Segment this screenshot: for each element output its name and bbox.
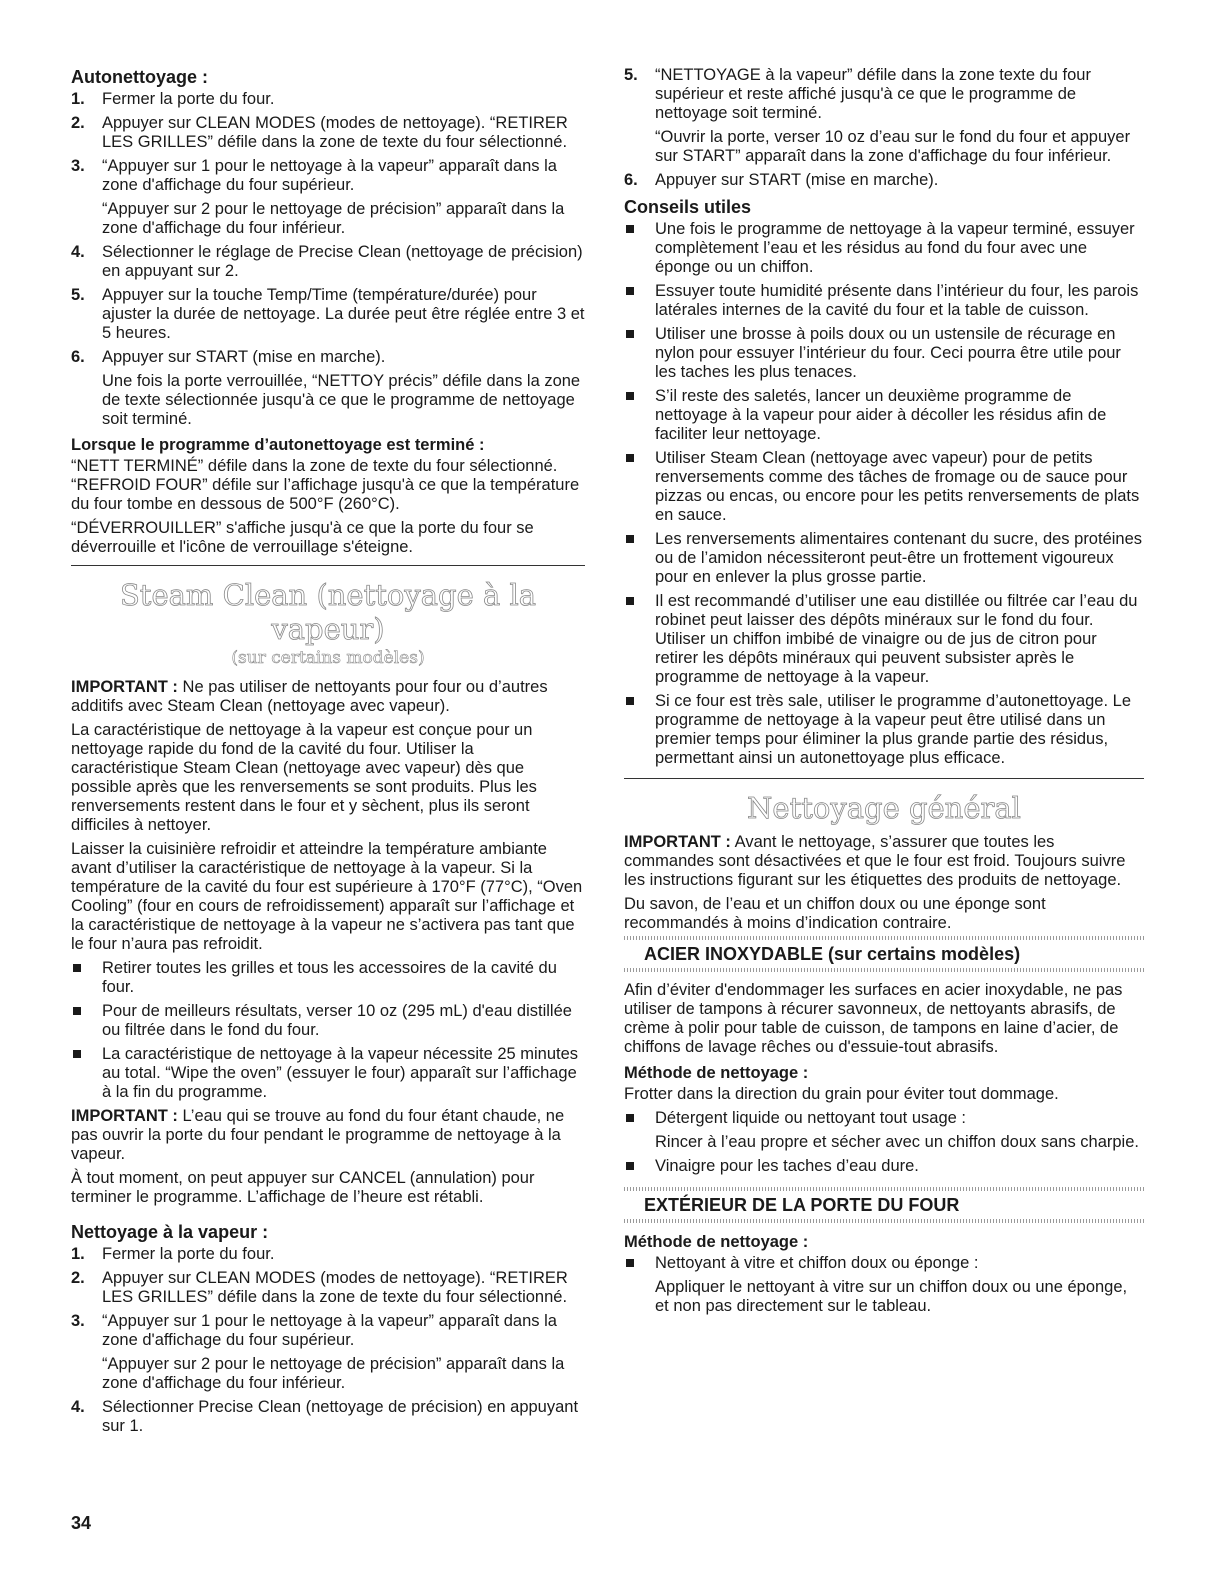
step-item: [71, 1398, 585, 1436]
steam-steps-continued: [624, 66, 1144, 190]
bullet-item: [624, 1254, 1144, 1316]
bullet-text: Utiliser une brosse à poils doux ou un ustensile de récurage en nylon pour essuyer l’intérieur du four. Ceci pourra être utile pour les taches les plus tenaces.: [655, 325, 1121, 381]
step-item: [71, 1269, 585, 1307]
important-label: IMPORTANT :: [71, 678, 178, 696]
step-text: Appuyer sur la touche Temp/Time (température/durée) pour ajuster la durée de nettoyage. La durée peut être réglée entre 3 et 5 heures.: [102, 286, 585, 342]
bullet-text: Si ce four est très sale, utiliser le programme d’autonettoyage. Le programme de nettoyage à la vapeur peut être utilisé dans un premier temps pour éliminer la plus grande partie des résidus, permettant ainsi un autonettoyage plus efficace.: [655, 692, 1131, 767]
door-bullet-list: [624, 1254, 1144, 1316]
bullet-text: Une fois le programme de nettoyage à la vapeur terminé, essuyer complètement l’eau et les résidus au fond du four avec une éponge ou un chiffon.: [655, 220, 1135, 276]
step-item: [71, 348, 585, 429]
bullet-text: Retirer toutes les grilles et tous les accessoires de la cavité du four.: [102, 959, 557, 996]
left-column: [71, 66, 585, 1441]
bullet-text: Vinaigre pour les taches d’eau dure.: [655, 1157, 919, 1175]
step-number: 4.: [71, 243, 85, 261]
bullet-text: La caractéristique de nettoyage à la vapeur nécessite 25 minutes au total. “Wipe the oven” (essuyer le four) apparaît sur l’affichage à la fin du programme.: [102, 1045, 579, 1101]
general-cleaning-heading: Nettoyage général: [747, 791, 1021, 825]
step-text: Appuyer sur CLEAN MODES (modes de nettoyage). “RETIRER LES GRILLES” défile dans la zone de texte du four sélectionné.: [102, 1269, 568, 1306]
bullet-text: Utiliser Steam Clean (nettoyage avec vapeur) pour de petits renversements comme des tâches de fromage ou de sauce pour pizzas ou encas, ou encore pour les petits renversements de plats en sauce.: [655, 449, 1140, 524]
step-item: [71, 157, 585, 238]
bullet-item: [624, 449, 1144, 525]
step-text: Appuyer sur CLEAN MODES (modes de nettoyage). “RETIRER LES GRILLES” défile dans la zone de texte du four sélectionné.: [102, 114, 568, 151]
bullet-text: S’il reste des saletés, lancer un deuxième programme de nettoyage à la vapeur pour aider à décoller les résidus afin de faciliter leur nettoyage.: [655, 387, 1107, 443]
section-divider: [71, 565, 585, 566]
bullet-item: [624, 692, 1144, 768]
autonettoyage-done-text-1: “NETT TERMINÉ” défile dans la zone de texte du four sélectionné. “REFROID FOUR” défile sur l’affichage jusqu'à ce que la température du four tombe en dessous de 500°F (260°C).: [71, 457, 580, 513]
step-subtext: “Ouvrir la porte, verser 10 oz d’eau sur le fond du four et appuyer sur START” apparaît dans la zone d'affichage du four inférieur.: [655, 128, 1131, 165]
tips-list: [624, 220, 1144, 768]
bullet-text: Essuyer toute humidité présente dans l’intérieur du four, les parois latérales internes de la cavité du four et la table de cuisson.: [655, 282, 1139, 319]
stainless-paragraph-2: Frotter dans la direction du grain pour éviter tout dommage.: [624, 1085, 1059, 1103]
step-number: 6.: [71, 348, 85, 366]
bullet-item: [624, 1157, 1144, 1176]
bullet-text: Pour de meilleurs résultats, verser 10 oz (295 mL) d'eau distillée ou filtrée dans le fond du four.: [102, 1002, 572, 1039]
stainless-steel-title-note: (sur certains modèles): [823, 944, 1021, 964]
bullet-item: [624, 592, 1144, 687]
step-number: 2.: [71, 114, 85, 132]
step-item: [71, 1245, 585, 1264]
step-number: 3.: [71, 1312, 85, 1330]
steam-steps-title: Nettoyage à la vapeur :: [71, 1222, 269, 1242]
steam-clean-subheading: (sur certains modèles): [231, 648, 425, 668]
stainless-steel-title-text: ACIER INOXYDABLE: [644, 944, 824, 964]
autonettoyage-steps: [71, 90, 585, 429]
step-text: Fermer la porte du four.: [102, 1245, 275, 1263]
step-text: “Appuyer sur 1 pour le nettoyage à la vapeur” apparaît dans la zone d'affichage du four supérieur.: [102, 157, 557, 194]
steam-steps: [71, 1245, 585, 1436]
right-column: [624, 66, 1144, 1321]
step-number: 3.: [71, 157, 85, 175]
stainless-bullet-list: [624, 1109, 1144, 1176]
step-subtext: “Appuyer sur 2 pour le nettoyage de précision” apparaît dans la zone d'affichage du four inférieur.: [102, 200, 565, 237]
bullet-item: [624, 1109, 1144, 1152]
step-text: Sélectionner Precise Clean (nettoyage de précision) en appuyant sur 1.: [102, 1398, 579, 1435]
bullet-item: [624, 282, 1144, 320]
step-number: 1.: [71, 90, 85, 108]
step-text: Fermer la porte du four.: [102, 90, 275, 108]
step-item: [624, 171, 1144, 190]
section-divider: [624, 778, 1144, 779]
step-number: 4.: [71, 1398, 85, 1416]
steam-important-note-2: [71, 1107, 585, 1164]
step-item: [624, 66, 1144, 166]
step-text: Appuyer sur START (mise en marche).: [655, 171, 939, 189]
bullet-text: Nettoyant à vitre et chiffon doux ou éponge :: [655, 1254, 979, 1272]
important-label: IMPORTANT :: [71, 1107, 178, 1125]
step-item: [71, 114, 585, 152]
tips-title: Conseils utiles: [624, 197, 752, 217]
steam-important-note: [71, 678, 585, 716]
bullet-item: [71, 1002, 585, 1040]
steam-important-text-2: L’eau qui se trouve au fond du four étant chaude, ne pas ouvrir la porte du four pendant le programme de nettoyage à la vapeur.: [71, 1107, 565, 1163]
general-important-text: Avant le nettoyage, s’assurer que toutes les commandes sont désactivées et que le four est froid. Toujours suivre les instructions figurant sur les étiquettes des produits de nettoyage.: [624, 833, 1126, 889]
step-number: 1.: [71, 1245, 85, 1263]
step-item: [71, 243, 585, 281]
step-text: “NETTOYAGE à la vapeur” défile dans la zone texte du four supérieur et reste affiché jusqu'à ce que le programme de nettoyage soit terminé.: [655, 66, 1091, 122]
method-title-door: Méthode de nettoyage :: [624, 1233, 809, 1251]
bullet-item: [624, 387, 1144, 444]
autonettoyage-title: Autonettoyage :: [71, 67, 208, 87]
bullet-item: [624, 530, 1144, 587]
step-item: [71, 90, 585, 109]
stainless-steel-title: [624, 939, 1144, 969]
bullet-item: [624, 220, 1144, 277]
bullet-subtext: Appliquer le nettoyant à vitre sur un chiffon doux ou une éponge, et non pas directement sur le tableau.: [655, 1278, 1128, 1315]
bullet-text: Les renversements alimentaires contenant du sucre, des protéines ou de l’amidon nécessiteront peut-être un frottement vigoureux pour en enlever la plus grosse partie.: [655, 530, 1143, 586]
page-number: 34: [71, 1513, 92, 1533]
steam-paragraph-3: À tout moment, on peut appuyer sur CANCEL (annulation) pour terminer le programme. L’affichage de l’heure est rétabli.: [71, 1169, 535, 1206]
bullet-text: Il est recommandé d’utiliser une eau distillée ou filtrée car l’eau du robinet peut laisser des dépôts minéraux sur le fond du four. Utiliser un chiffon imbibé de vinaigre ou de jus de citron pour retirer les dépôts minéraux qui peuvent subsister après le programme de nettoyage à la vapeur.: [655, 592, 1138, 686]
bullet-text: Détergent liquide ou nettoyant tout usage :: [655, 1109, 966, 1127]
bullet-item: [71, 1045, 585, 1102]
bullet-item: [624, 325, 1144, 382]
autonettoyage-done-text-2: “DÉVERROUILLER” s'affiche jusqu'à ce que la porte du four se déverrouille et l'icône de verrouillage s'éteigne.: [71, 519, 534, 556]
step-subtext: Une fois la porte verrouillée, “NETTOY précis” défile dans la zone de texte sélectionnée jusqu'à ce que le programme de nettoyage soit terminé.: [102, 372, 581, 428]
step-item: [71, 1312, 585, 1393]
bullet-subtext: Rincer à l’eau propre et sécher avec un chiffon doux sans charpie.: [655, 1133, 1139, 1151]
door-exterior-title: EXTÉRIEUR DE LA PORTE DU FOUR: [624, 1190, 1144, 1220]
stainless-paragraph-1: Afin d’éviter d'endommager les surfaces en acier inoxydable, ne pas utiliser de tampons à récurer savonneux, de nettoyants abrasifs, de crème à polir pour table de cuisson, de tampons en laine d’acier, de chiffons de lavage rêches ou d'essuie-tout abrasifs.: [624, 981, 1123, 1056]
steam-important-text: Ne pas utiliser de nettoyants pour four ou d’autres additifs avec Steam Clean (nettoyage avec vapeur).: [71, 678, 548, 715]
bullet-item: [71, 959, 585, 997]
method-title: Méthode de nettoyage :: [624, 1064, 809, 1082]
step-text: Appuyer sur START (mise en marche).: [102, 348, 386, 366]
steam-bullet-list: [71, 959, 585, 1102]
steam-paragraph-1: La caractéristique de nettoyage à la vapeur est conçue pour un nettoyage rapide du fond de la cavité du four. Utiliser la caractéristique Steam Clean (nettoyage avec vapeur) dès que possible après que les renversements se sont produits. Plus les renversements restent dans le four et y sèchent, plus ils seront difficiles à nettoyer.: [71, 721, 537, 834]
step-subtext: “Appuyer sur 2 pour le nettoyage de précision” apparaît dans la zone d'affichage du four inférieur.: [102, 1355, 565, 1392]
autonettoyage-done-title: Lorsque le programme d’autonettoyage est terminé :: [71, 436, 485, 454]
general-important-note: [624, 833, 1144, 890]
step-text: “Appuyer sur 1 pour le nettoyage à la vapeur” apparaît dans la zone d'affichage du four supérieur.: [102, 1312, 557, 1349]
step-number: 5.: [624, 66, 638, 84]
step-number: 6.: [624, 171, 638, 189]
general-paragraph-1: Du savon, de l’eau et un chiffon doux ou une éponge sont recommandés à moins d’indication contraire.: [624, 895, 1046, 932]
step-item: [71, 286, 585, 343]
important-label: IMPORTANT :: [624, 833, 731, 851]
step-number: 2.: [71, 1269, 85, 1287]
steam-paragraph-2: Laisser la cuisinière refroidir et atteindre la température ambiante avant d’utiliser la caractéristique de nettoyage à la vapeur. Si la température de la cavité du four est supérieure à 170°F (77°C), “Oven Cooling” (four en cours de refroidissement) apparaît sur l’affichage et la caractéristique de nettoyage à la vapeur ne s’activera pas tant que le four n’aura pas refroidit.: [71, 840, 583, 953]
step-text: Sélectionner le réglage de Precise Clean (nettoyage de précision) en appuyant sur 2.: [102, 243, 583, 280]
step-number: 5.: [71, 286, 85, 304]
steam-clean-heading: Steam Clean (nettoyage à la vapeur): [119, 578, 537, 646]
